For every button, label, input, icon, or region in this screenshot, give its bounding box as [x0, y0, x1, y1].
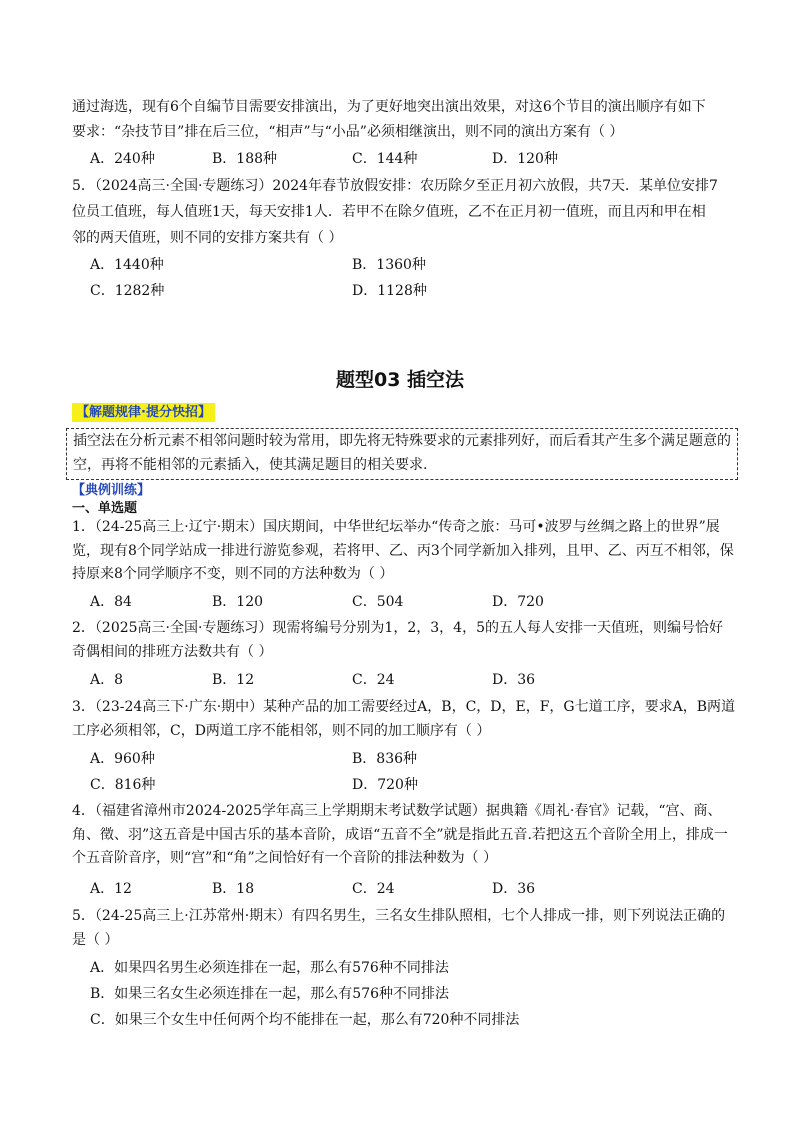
tip-text: 插空法在分析元素不相邻问题时较为常用，即先将无特殊要求的元素排列好，而后看其产生多个满足题意的空，再将不能相邻的元素插入，使其满足题目的相关要求.	[73, 433, 731, 473]
question-4-option-c: C．24	[352, 881, 395, 897]
question-type-heading: 一、单选题	[72, 501, 138, 516]
question-3-option-a: A．960种	[90, 751, 155, 767]
q4-stem-line-2: 要求：“杂技节目”排在后三位，“相声”与“小品”必须相继演出，则不同的演出方案有（ ）	[72, 124, 624, 140]
q4-option-b: B．188种	[212, 151, 278, 167]
question-2-option-c: C．24	[352, 672, 395, 688]
question-4-option-a: A．12	[90, 881, 132, 897]
question-2-option-d: D．36	[492, 672, 536, 688]
q5-stem-line-1: 5．（2024高三·全国·专题练习）2024年春节放假安排：农历除夕至正月初六放假，共7天．某单位安排7	[72, 178, 718, 194]
example-label: 【典例训练】	[72, 483, 151, 498]
question-1-stem: 1．（24-25高三上·辽宁·期末）国庆期间，中华世纪坛举办“传奇之旅：马可•波罗与丝绸之路上的世界”展览，现有8个同学站成一排进行游览参观，若将甲、乙、丙3个同学新加入排列，且甲、乙、丙互不相邻，保持原来8个同学顺序不变，则不同的方法种数为（ ）	[72, 519, 734, 582]
question-5-stem: 5．（24-25高三上·江苏常州·期末）有四名男生，三名女生排队照相，七个人排成一排，则下列说法正确的是（ ）	[72, 908, 726, 948]
question-1-option-a: A．84	[90, 594, 132, 610]
question-3-option-b: B．836种	[352, 751, 418, 767]
question-2-option-b: B．12	[212, 672, 255, 688]
q5-option-a: A．1440种	[90, 257, 164, 273]
question-1-option-c: C．504	[352, 594, 404, 610]
q5-option-c: C．1282种	[90, 283, 165, 299]
tip-box	[66, 428, 738, 480]
question-1-option-b: B．120	[212, 594, 264, 610]
question-4-stem: 4．（福建省漳州市2024-2025学年高三上学期期末考试数学试题）据典籍《周礼·春官》记载，“宫、商、角、徵、羽”这五音是中国古乐的基本音阶，成语“五音不全”就是指此五音.若把这五个音阶全用上，排成一个五音阶音序，则“宫”和“角”之间恰好有一个音阶的排法种数为（ ）	[72, 803, 728, 866]
q5-stem-line-2: 位员工值班，每人值班1天，每天安排1人．若甲不在除夕值班，乙不在正月初一值班，而且丙和甲在相	[72, 204, 706, 220]
q5-stem-line-3: 邻的两天值班，则不同的安排方案共有（ ）	[72, 230, 343, 246]
q4-option-d: D．120种	[492, 151, 558, 167]
question-5-option-b: B．如果三名女生必须连排在一起，那么有576种不同排法	[90, 986, 450, 1002]
q4-option-c: C．144种	[352, 151, 418, 167]
q5-option-d: D．1128种	[352, 283, 427, 299]
question-3-stem: 3．（23-24高三下·广东·期中）某种产品的加工需要经过A，B，C，D，E，F，G七道工序，要求A，B两道工序必须相邻，C，D两道工序不能相邻，则不同的加工顺序有（ ）	[72, 699, 736, 739]
q4-stem-line-1: 通过海选，现有6个自编节目需要安排演出，为了更好地突出演出效果，对这6个节目的演出顺序有如下	[72, 99, 706, 115]
question-4-option-b: B．18	[212, 881, 255, 897]
question-1-option-d: D．720	[492, 594, 544, 610]
question-5-option-c: C．如果三个女生中任何两个均不能排在一起，那么有720种不同排法	[90, 1012, 520, 1028]
question-2-option-a: A．8	[90, 672, 124, 688]
question-3-option-c: C．816种	[90, 777, 156, 793]
question-2-stem: 2．（2025高三·全国·专题练习）现需将编号分别为1，2，3，4，5的五人每人安排一天值班，则编号恰好奇偶相间的排班方法数共有（ ）	[72, 620, 723, 660]
tip-label: 【解题规律·提分快招】	[72, 403, 215, 422]
section-title: 题型03 插空法	[335, 369, 465, 391]
q5-option-b: B．1360种	[352, 257, 426, 273]
question-4-option-d: D．36	[492, 881, 536, 897]
question-3-option-d: D．720种	[352, 777, 418, 793]
q4-option-a: A．240种	[90, 151, 155, 167]
question-5-option-a: A．如果四名男生必须连排在一起，那么有576种不同排法	[90, 960, 449, 976]
